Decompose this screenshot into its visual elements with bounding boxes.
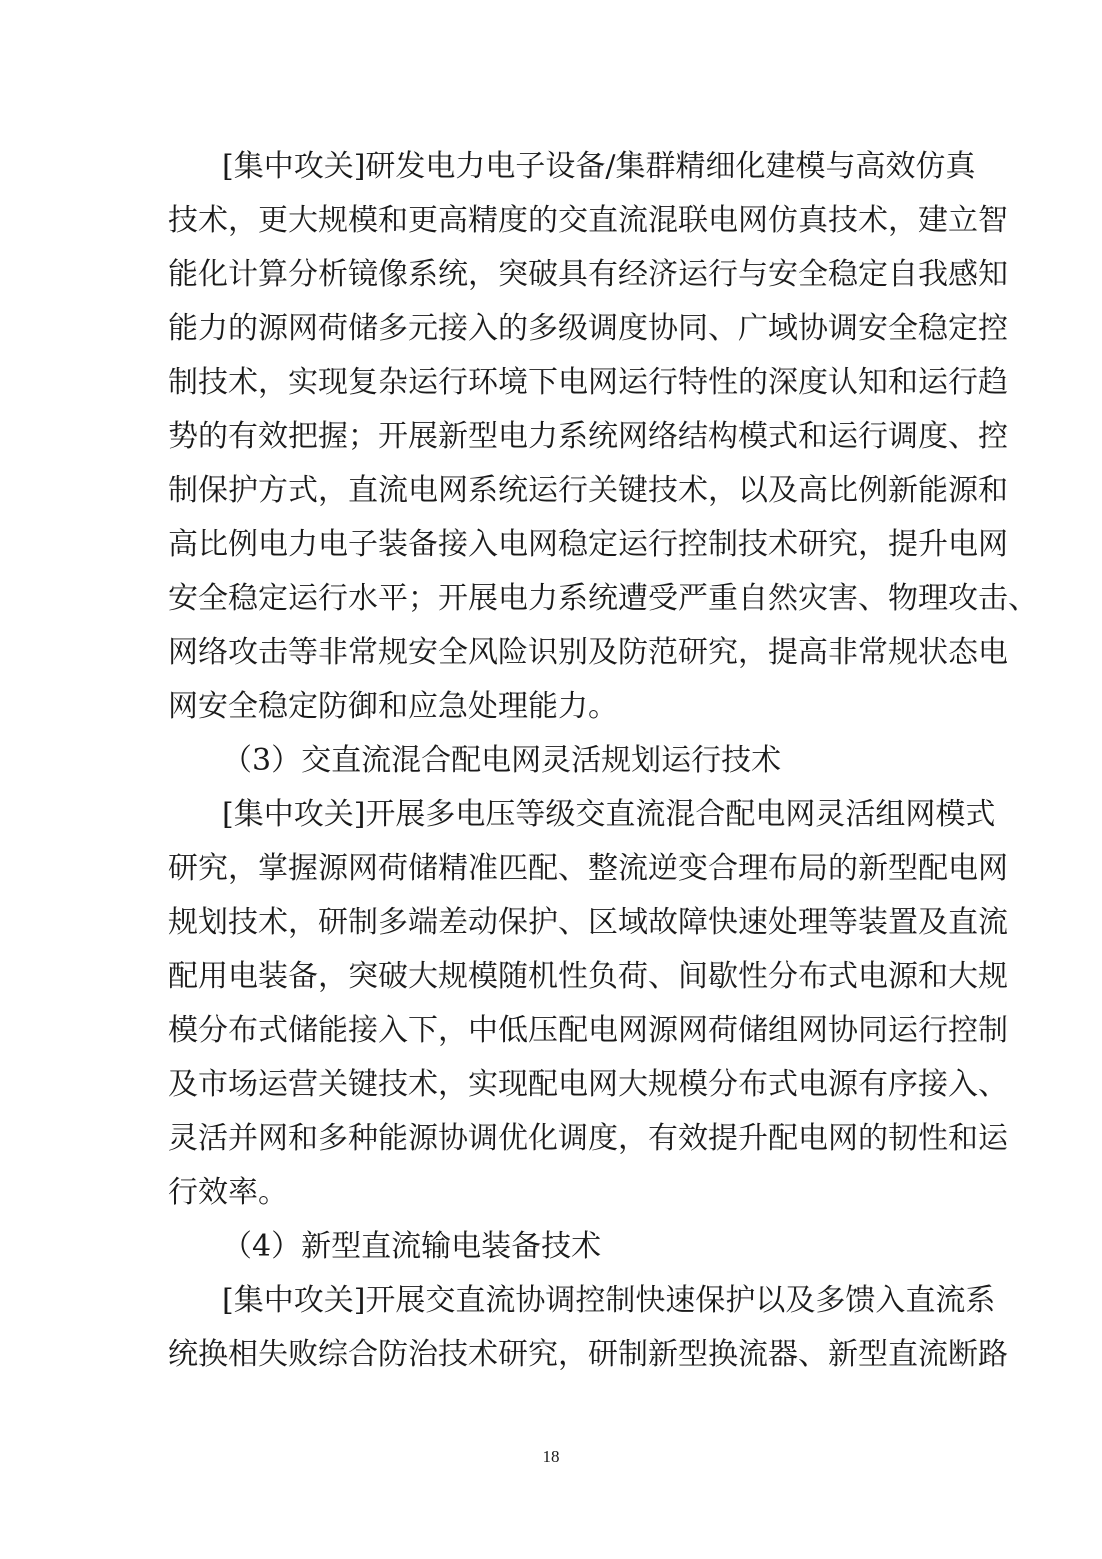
- paragraph-1-line-7: 制保护方式，直流电网系统运行关键技术，以及高比例新能源和: [168, 473, 1008, 508]
- paragraph-2-line-5: 模分布式储能接入下，中低压配电网源网荷储组网协同运行控制: [168, 1013, 1008, 1048]
- paragraph-2-line-2: 研究，掌握源网荷储精准匹配、整流逆变合理布局的新型配电网: [168, 851, 1008, 886]
- paragraph-2-line-3: 规划技术，研制多端差动保护、区域故障快速处理等装置及直流: [168, 905, 1008, 940]
- paragraph-2-line-6: 及市场运营关键技术，实现配电网大规模分布式电源有序接入、: [168, 1067, 1008, 1102]
- paragraph-1-line-4: 能力的源网荷储多元接入的多级调度协同、广域协调安全稳定控: [168, 311, 1008, 346]
- paragraph-3-line-2: 统换相失败综合防治技术研究，研制新型换流器、新型直流断路: [168, 1337, 1008, 1372]
- paragraph-1-line-1: [集中攻关]研发电力电子设备/集群精细化建模与高效仿真: [222, 149, 976, 184]
- paragraph-1-line-8: 高比例电力电子装备接入电网稳定运行控制技术研究，提升电网: [168, 527, 1008, 562]
- paragraph-1-line-10: 网络攻击等非常规安全风险识别及防范研究，提高非常规状态电: [168, 635, 1008, 670]
- paragraph-2-line-4: 配用电装备，突破大规模随机性负荷、间歇性分布式电源和大规: [168, 959, 1008, 994]
- paragraph-1-line-5: 制技术，实现复杂运行环境下电网运行特性的深度认知和运行趋: [168, 365, 1008, 400]
- paragraph-1-line-6: 势的有效把握；开展新型电力系统网络结构模式和运行调度、控: [168, 419, 1008, 454]
- page-number: 18: [542, 1447, 560, 1466]
- paragraph-1-line-2: 技术，更大规模和更高精度的交直流混联电网仿真技术，建立智: [168, 203, 1008, 238]
- section-heading-3: （3）交直流混合配电网灵活规划运行技术: [222, 743, 782, 778]
- paragraph-3-line-1: [集中攻关]开展交直流协调控制快速保护以及多馈入直流系: [222, 1283, 996, 1318]
- paragraph-2-line-1: [集中攻关]开展多电压等级交直流混合配电网灵活组网模式: [222, 797, 996, 832]
- paragraph-2-line-7: 灵活并网和多种能源协调优化调度，有效提升配电网的韧性和运: [168, 1121, 1008, 1156]
- paragraph-1-line-11: 网安全稳定防御和应急处理能力。: [168, 689, 618, 724]
- section-heading-4: （4）新型直流输电装备技术: [222, 1229, 602, 1264]
- paragraph-1-line-3: 能化计算分析镜像系统，突破具有经济运行与安全稳定自我感知: [168, 257, 1008, 292]
- paragraph-2-line-8: 行效率。: [168, 1175, 288, 1210]
- paragraph-1-line-9: 安全稳定运行水平；开展电力系统遭受严重自然灾害、物理攻击、: [168, 581, 1038, 616]
